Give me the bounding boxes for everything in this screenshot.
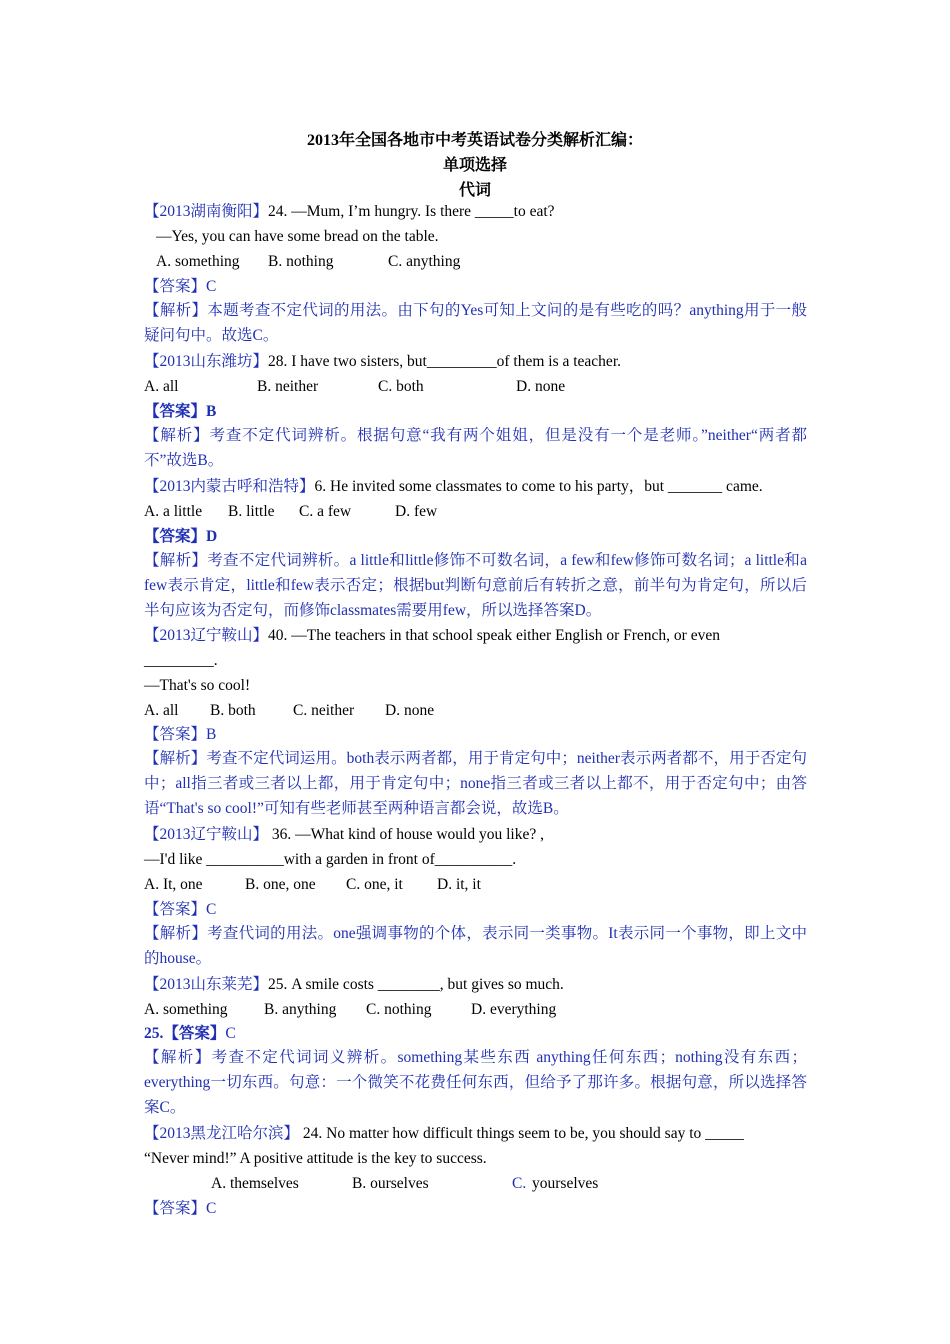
answer-value: D	[206, 528, 218, 545]
question-4	[144, 626, 807, 646]
question-stem-cont: “Never mind!” A positive attitude is the key to success.	[144, 1150, 487, 1167]
answer-label: 【答案】	[144, 1200, 207, 1217]
option-d: D. few	[395, 503, 438, 520]
analysis-text: 【解析】考查不定代词辨析。a little和little修饰不可数名词，a few和few修饰可数名词；a little和a few表示肯定，little和few表示否定；根据but判断句意前后有转折之意，前半句为肯定句，所以后半句应该为否定句，而修饰classmates需要用few，所以选择答案D。	[144, 552, 807, 619]
analysis-text: 【解析】考查不定代词词义辨析。something某些东西 anything任何东西；nothing没有东西；everything一切东西。句意：一个微笑不花费任何东西，但给予了那许多。根据句意，所以选择答案C。	[144, 1049, 807, 1116]
subsection-title: 代词	[458, 182, 491, 199]
analysis-text: 【解析】本题考查不定代词的用法。由下句的Yes可知上文问的是有些吃的吗？anything用于一般疑问句中。故选C。	[144, 302, 807, 344]
question-stem: 6. He invited some classmates to come to his party，but _______ came.	[314, 478, 763, 495]
answer-line	[144, 1024, 236, 1044]
option-a: A. something	[156, 253, 240, 270]
answer-label: 【答案】	[144, 403, 207, 420]
option-c: C. anything	[388, 253, 461, 270]
section-title: 单项选择	[442, 157, 507, 174]
answer-line	[144, 527, 217, 547]
option-b: B. nothing	[268, 253, 334, 270]
question-3	[144, 477, 763, 497]
question-stem: 36. —What kind of house would you like? ,	[268, 826, 544, 843]
question-6	[144, 975, 564, 995]
option-b: B. neither	[257, 378, 319, 395]
answer-line	[144, 725, 216, 745]
option-d: D. none	[385, 702, 435, 719]
answer-value: C	[225, 1025, 236, 1042]
option-a: A. It, one	[144, 876, 203, 893]
source-tag: 【2013黑龙江哈尔滨】	[144, 1125, 300, 1142]
source-tag: 【2013山东潍坊】	[144, 353, 269, 370]
analysis-text: 【解析】考查代词的用法。one强调事物的个体，表示同一类事物。It表示同一个事物，即上文中的house。	[144, 925, 807, 967]
question-stem: 25. A smile costs ________, but gives so much.	[268, 976, 564, 993]
analysis-text: 【解析】考查不定代词辨析。根据句意“我有两个姐姐，但是没有一个是老师。”neither“两者都不”故选B。	[144, 427, 807, 469]
options-row	[144, 1000, 556, 1020]
option-b: B. ourselves	[352, 1175, 429, 1192]
answer-line	[144, 1199, 216, 1219]
question-2	[144, 352, 621, 372]
option-d: D. it, it	[437, 876, 481, 893]
answer-line	[144, 277, 216, 297]
answer-value: B	[206, 403, 217, 420]
question-1	[144, 202, 555, 222]
options-row	[144, 377, 565, 397]
question-reply: —I'd like __________with a garden in front of__________.	[144, 851, 517, 868]
answer-value: B	[206, 726, 217, 743]
option-d: D. none	[516, 378, 566, 395]
option-c: C. both	[378, 378, 424, 395]
source-tag: 【2013内蒙古呼和浩特】	[144, 478, 315, 495]
answer-value: C	[206, 1200, 217, 1217]
options-row	[144, 701, 434, 721]
option-a: A. a little	[144, 503, 203, 520]
source-tag: 【2013湖南衡阳】	[144, 203, 269, 220]
option-c-text: yourselves	[532, 1175, 599, 1192]
question-7	[144, 1124, 744, 1144]
answer-line	[144, 402, 216, 422]
question-stem: 24. No matter how difficult things seem to be, you should say to _____	[299, 1125, 744, 1142]
question-stem-cont: _________.	[144, 652, 218, 669]
answer-label: 【答案】	[144, 901, 207, 918]
answer-label: 【答案】	[144, 528, 207, 545]
option-b: B. both	[210, 702, 256, 719]
answer-label: 【答案】	[144, 278, 207, 295]
option-c: C. nothing	[366, 1001, 432, 1018]
source-tag: 【2013辽宁鞍山】	[144, 826, 269, 843]
question-reply: —That's so cool!	[144, 677, 251, 694]
option-b: B. anything	[264, 1001, 337, 1018]
answer-label: 25.【答案】	[144, 1025, 226, 1042]
question-stem: 28. I have two sisters, but_________of them is a teacher.	[268, 353, 621, 370]
answer-value: C	[206, 901, 217, 918]
options-row	[211, 1174, 598, 1194]
option-c: C. neither	[293, 702, 355, 719]
source-tag: 【2013辽宁鞍山】	[144, 627, 269, 644]
document-title: 2013年全国各地市中考英语试卷分类解析汇编：	[306, 132, 643, 149]
option-c-letter: C.	[512, 1175, 527, 1192]
option-a: A. something	[144, 1001, 228, 1018]
answer-value: C	[206, 278, 217, 295]
options-row	[156, 252, 460, 272]
option-a: A. themselves	[211, 1175, 299, 1192]
question-stem: 40. —The teachers in that school speak either English or French, or even	[268, 627, 720, 644]
analysis-text: 【解析】考查不定代词运用。both表示两者都，用于肯定句中；neither表示两者都不，用于否定句中；all指三者或三者以上都，用于肯定句中；none指三者或三者以上都不，用于否定句中；由答语“That's so cool!”可知有些老师甚至两种语言都会说，故选B。	[144, 750, 807, 817]
options-row	[144, 502, 437, 522]
options-row	[144, 875, 481, 895]
option-d: D. everything	[471, 1001, 557, 1018]
option-c: C. one, it	[346, 876, 403, 893]
option-a: A. all	[144, 702, 179, 719]
option-b: B. little	[228, 503, 275, 520]
option-c: C. a few	[299, 503, 352, 520]
answer-line	[144, 900, 216, 920]
source-tag: 【2013山东莱芜】	[144, 976, 269, 993]
answer-label: 【答案】	[144, 726, 207, 743]
question-5	[144, 825, 544, 845]
question-reply: —Yes, you can have some bread on the table.	[156, 228, 439, 245]
question-stem: 24. —Mum, I’m hungry. Is there _____to eat?	[268, 203, 555, 220]
option-a: A. all	[144, 378, 179, 395]
option-b: B. one, one	[245, 876, 316, 893]
